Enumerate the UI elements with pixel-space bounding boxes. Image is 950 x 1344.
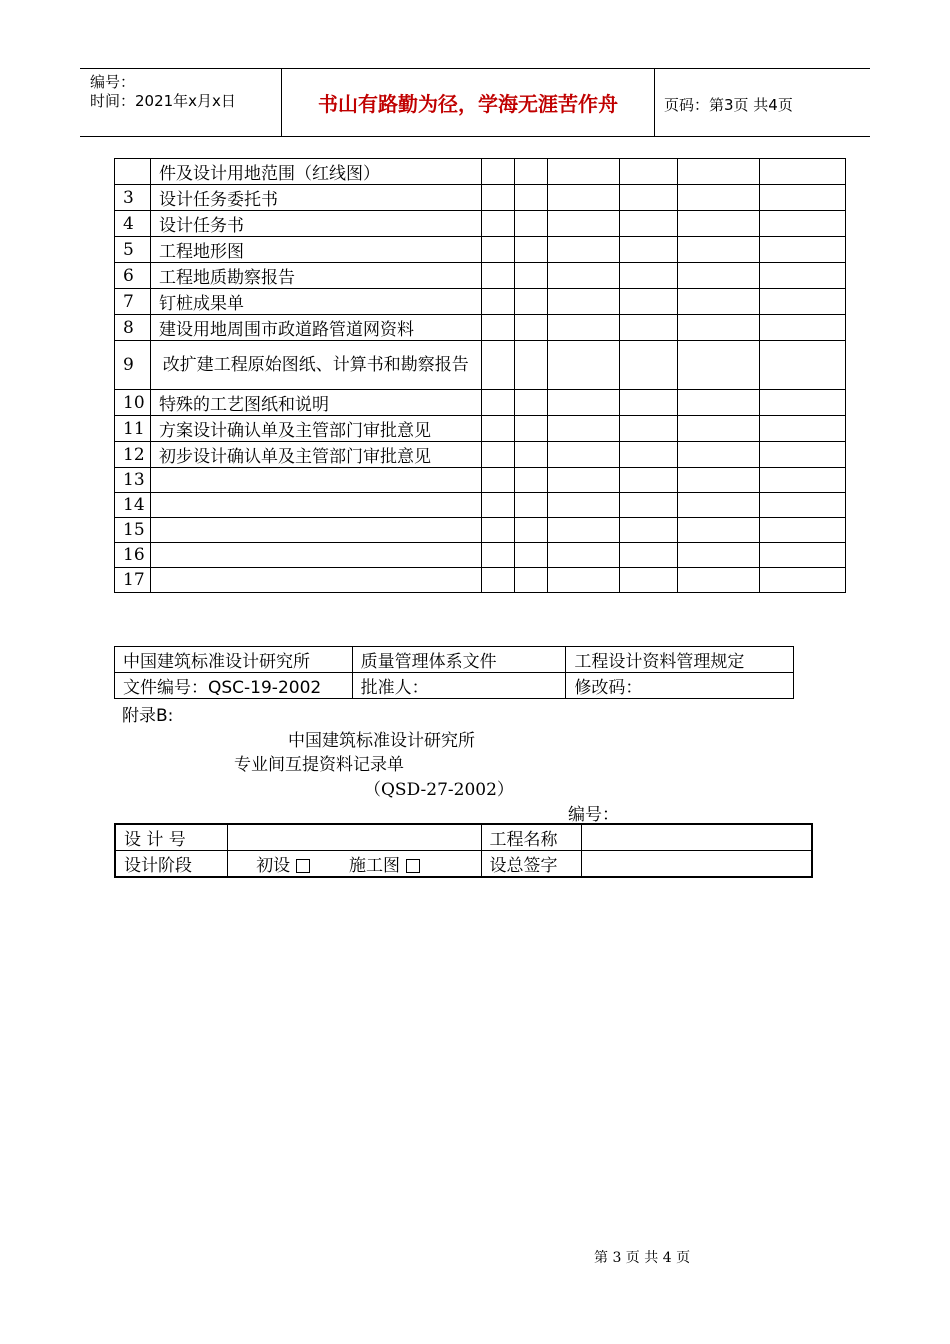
row-blank-cell[interactable] (760, 390, 846, 416)
row-item (150, 468, 481, 493)
row-blank-cell[interactable] (678, 493, 760, 518)
row-blank-cell[interactable] (515, 185, 548, 211)
row-blank-cell[interactable] (515, 390, 548, 416)
row-blank-cell[interactable] (515, 341, 548, 390)
row-blank-cell[interactable] (548, 468, 620, 493)
row-blank-cell[interactable] (481, 518, 515, 543)
row-blank-cell[interactable] (515, 159, 548, 185)
row-blank-cell[interactable] (481, 211, 515, 237)
project-name-label: 工程名称 (481, 824, 582, 851)
row-number: 5 (115, 237, 151, 263)
project-name-field[interactable] (582, 824, 812, 851)
row-blank-cell[interactable] (620, 185, 678, 211)
row-number: 3 (115, 185, 151, 211)
row-blank-cell[interactable] (548, 390, 620, 416)
row-number: 9 (115, 341, 151, 390)
footer-page-number: 第 3 页 共 4 页 (594, 1250, 691, 1266)
row-blank-cell[interactable] (548, 263, 620, 289)
row-number: 16 (115, 543, 151, 568)
row-blank-cell[interactable] (548, 568, 620, 593)
row-item: 方案设计确认单及主管部门审批意见 (150, 416, 481, 442)
row-blank-cell[interactable] (620, 416, 678, 442)
design-stage-options (228, 851, 481, 878)
row-number: 12 (115, 442, 151, 468)
row-blank-cell[interactable] (678, 315, 760, 341)
header-top-rule (80, 68, 870, 69)
row-item: 特殊的工艺图纸和说明 (150, 390, 481, 416)
chief-sign-label: 设总签字 (481, 851, 582, 878)
document-info-table (114, 646, 794, 699)
row-number: 11 (115, 416, 151, 442)
appendix-label: 附录B: (122, 706, 174, 726)
row-number: 17 (115, 568, 151, 593)
row-blank-cell[interactable] (678, 211, 760, 237)
table-row (115, 341, 846, 390)
table-row (115, 543, 846, 568)
row-blank-cell[interactable] (515, 468, 548, 493)
row-blank-cell[interactable] (481, 237, 515, 263)
row-blank-cell[interactable] (515, 289, 548, 315)
row-blank-cell[interactable] (678, 416, 760, 442)
row-number: 7 (115, 289, 151, 315)
row-blank-cell[interactable] (481, 341, 515, 390)
row-blank-cell[interactable] (548, 159, 620, 185)
table-row (115, 159, 846, 185)
row-item (150, 518, 481, 543)
row-blank-cell[interactable] (620, 341, 678, 390)
row-blank-cell[interactable] (620, 237, 678, 263)
row-blank-cell[interactable] (620, 315, 678, 341)
table-row (115, 493, 846, 518)
table-row (115, 518, 846, 543)
preliminary-checkbox[interactable] (296, 859, 310, 873)
row-blank-cell[interactable] (620, 289, 678, 315)
row-blank-cell[interactable] (760, 185, 846, 211)
row-blank-cell[interactable] (481, 442, 515, 468)
row-blank-cell[interactable] (620, 159, 678, 185)
design-stage-label: 设计阶段 (115, 851, 228, 878)
row-blank-cell[interactable] (678, 390, 760, 416)
appendix-code: （QSD-27-2002） (364, 780, 514, 800)
row-blank-cell[interactable] (760, 518, 846, 543)
row-item: 件及设计用地范围（红线图） (150, 159, 481, 185)
row-item: 初步设计确认单及主管部门审批意见 (150, 442, 481, 468)
row-number: 14 (115, 493, 151, 518)
row-item (150, 543, 481, 568)
table-row (115, 568, 846, 593)
table-row (115, 263, 846, 289)
row-blank-cell[interactable] (678, 263, 760, 289)
row-blank-cell[interactable] (760, 263, 846, 289)
header-motto: 书山有路勤为径，学海无涯苦作舟 (318, 92, 618, 116)
header-number-label: 编号： (90, 73, 136, 91)
table-row (115, 315, 846, 341)
row-number: 6 (115, 263, 151, 289)
row-blank-cell[interactable] (515, 442, 548, 468)
row-blank-cell[interactable] (515, 237, 548, 263)
approver-cell: 批准人： (352, 673, 566, 699)
header-bottom-rule (80, 136, 870, 137)
row-blank-cell[interactable] (678, 568, 760, 593)
table-row (115, 237, 846, 263)
row-blank-cell[interactable] (620, 390, 678, 416)
header-page: 页码：第3页 共4页 (664, 96, 793, 114)
row-blank-cell[interactable] (481, 468, 515, 493)
header-divider-right (654, 68, 655, 136)
row-blank-cell[interactable] (678, 442, 760, 468)
table-row (115, 185, 846, 211)
row-item: 工程地形图 (150, 237, 481, 263)
row-blank-cell[interactable] (515, 263, 548, 289)
header-date: 时间：2021年x月x日 (90, 92, 236, 110)
record-form-table (114, 823, 813, 878)
row-number: 13 (115, 468, 151, 493)
row-blank-cell[interactable] (620, 518, 678, 543)
table-row (115, 289, 846, 315)
row-item: 改扩建工程原始图纸、计算书和勘察报告 (150, 341, 481, 390)
option-construction-label: 施工图 (349, 856, 400, 876)
row-blank-cell[interactable] (548, 442, 620, 468)
row-blank-cell[interactable] (515, 211, 548, 237)
row-blank-cell[interactable] (760, 289, 846, 315)
system-doc-cell: 质量管理体系文件 (352, 647, 566, 673)
row-blank-cell[interactable] (548, 237, 620, 263)
row-blank-cell[interactable] (481, 493, 515, 518)
row-blank-cell[interactable] (620, 493, 678, 518)
row-blank-cell[interactable] (678, 159, 760, 185)
chief-sign-field[interactable] (582, 851, 812, 878)
table-row (115, 468, 846, 493)
appendix-org: 中国建筑标准设计研究所 (288, 731, 475, 751)
row-blank-cell[interactable] (548, 543, 620, 568)
option-preliminary-label: 初设 (256, 856, 291, 876)
row-blank-cell[interactable] (481, 416, 515, 442)
row-blank-cell[interactable] (481, 315, 515, 341)
row-blank-cell[interactable] (515, 543, 548, 568)
row-blank-cell[interactable] (760, 341, 846, 390)
row-blank-cell[interactable] (760, 543, 846, 568)
materials-list-table (114, 158, 846, 593)
design-number-label: 设 计 号 (115, 824, 228, 851)
row-blank-cell[interactable] (620, 263, 678, 289)
row-blank-cell[interactable] (760, 493, 846, 518)
row-blank-cell[interactable] (620, 543, 678, 568)
row-item (150, 493, 481, 518)
row-item (150, 568, 481, 593)
row-blank-cell[interactable] (481, 185, 515, 211)
row-blank-cell[interactable] (481, 568, 515, 593)
row-blank-cell[interactable] (548, 289, 620, 315)
row-blank-cell[interactable] (678, 518, 760, 543)
row-blank-cell[interactable] (678, 543, 760, 568)
row-blank-cell[interactable] (548, 416, 620, 442)
row-blank-cell[interactable] (760, 416, 846, 442)
row-blank-cell[interactable] (548, 493, 620, 518)
row-blank-cell[interactable] (548, 211, 620, 237)
row-blank-cell[interactable] (678, 468, 760, 493)
row-blank-cell[interactable] (620, 442, 678, 468)
table-row (115, 390, 846, 416)
row-blank-cell[interactable] (515, 518, 548, 543)
row-blank-cell[interactable] (620, 568, 678, 593)
row-blank-cell[interactable] (515, 493, 548, 518)
table-row (115, 416, 846, 442)
row-blank-cell[interactable] (678, 289, 760, 315)
construction-checkbox[interactable] (406, 859, 420, 873)
row-number: 10 (115, 390, 151, 416)
row-blank-cell[interactable] (620, 211, 678, 237)
row-blank-cell[interactable] (515, 315, 548, 341)
row-number (115, 159, 151, 185)
row-blank-cell[interactable] (760, 468, 846, 493)
row-blank-cell[interactable] (678, 341, 760, 390)
appendix-number-label: 编号： (568, 805, 619, 825)
row-blank-cell[interactable] (760, 211, 846, 237)
revision-cell: 修改码： (566, 673, 794, 699)
row-item: 工程地质勘察报告 (150, 263, 481, 289)
row-blank-cell[interactable] (481, 159, 515, 185)
row-item: 建设用地周围市政道路管道网资料 (150, 315, 481, 341)
row-blank-cell[interactable] (548, 185, 620, 211)
row-blank-cell[interactable] (515, 568, 548, 593)
row-blank-cell[interactable] (760, 315, 846, 341)
row-item: 设计任务书 (150, 211, 481, 237)
table-row (115, 211, 846, 237)
file-number-cell: 文件编号：QSC-19-2002 (115, 673, 353, 699)
row-number: 4 (115, 211, 151, 237)
row-blank-cell[interactable] (481, 390, 515, 416)
row-blank-cell[interactable] (515, 416, 548, 442)
row-blank-cell[interactable] (548, 518, 620, 543)
row-blank-cell[interactable] (481, 263, 515, 289)
row-blank-cell[interactable] (620, 468, 678, 493)
row-item: 钉桩成果单 (150, 289, 481, 315)
table-row (115, 442, 846, 468)
institute-cell: 中国建筑标准设计研究所 (115, 647, 353, 673)
row-blank-cell[interactable] (760, 159, 846, 185)
row-blank-cell[interactable] (760, 568, 846, 593)
row-blank-cell[interactable] (481, 543, 515, 568)
design-number-field[interactable] (228, 824, 481, 851)
row-blank-cell[interactable] (548, 341, 620, 390)
row-blank-cell[interactable] (548, 315, 620, 341)
row-item: 设计任务委托书 (150, 185, 481, 211)
appendix-title: 专业间互提资料记录单 (234, 755, 404, 775)
regulation-cell: 工程设计资料管理规定 (566, 647, 794, 673)
row-blank-cell[interactable] (481, 289, 515, 315)
row-blank-cell[interactable] (760, 442, 846, 468)
row-blank-cell[interactable] (678, 185, 760, 211)
row-blank-cell[interactable] (678, 237, 760, 263)
row-blank-cell[interactable] (760, 237, 846, 263)
row-number: 8 (115, 315, 151, 341)
row-number: 15 (115, 518, 151, 543)
